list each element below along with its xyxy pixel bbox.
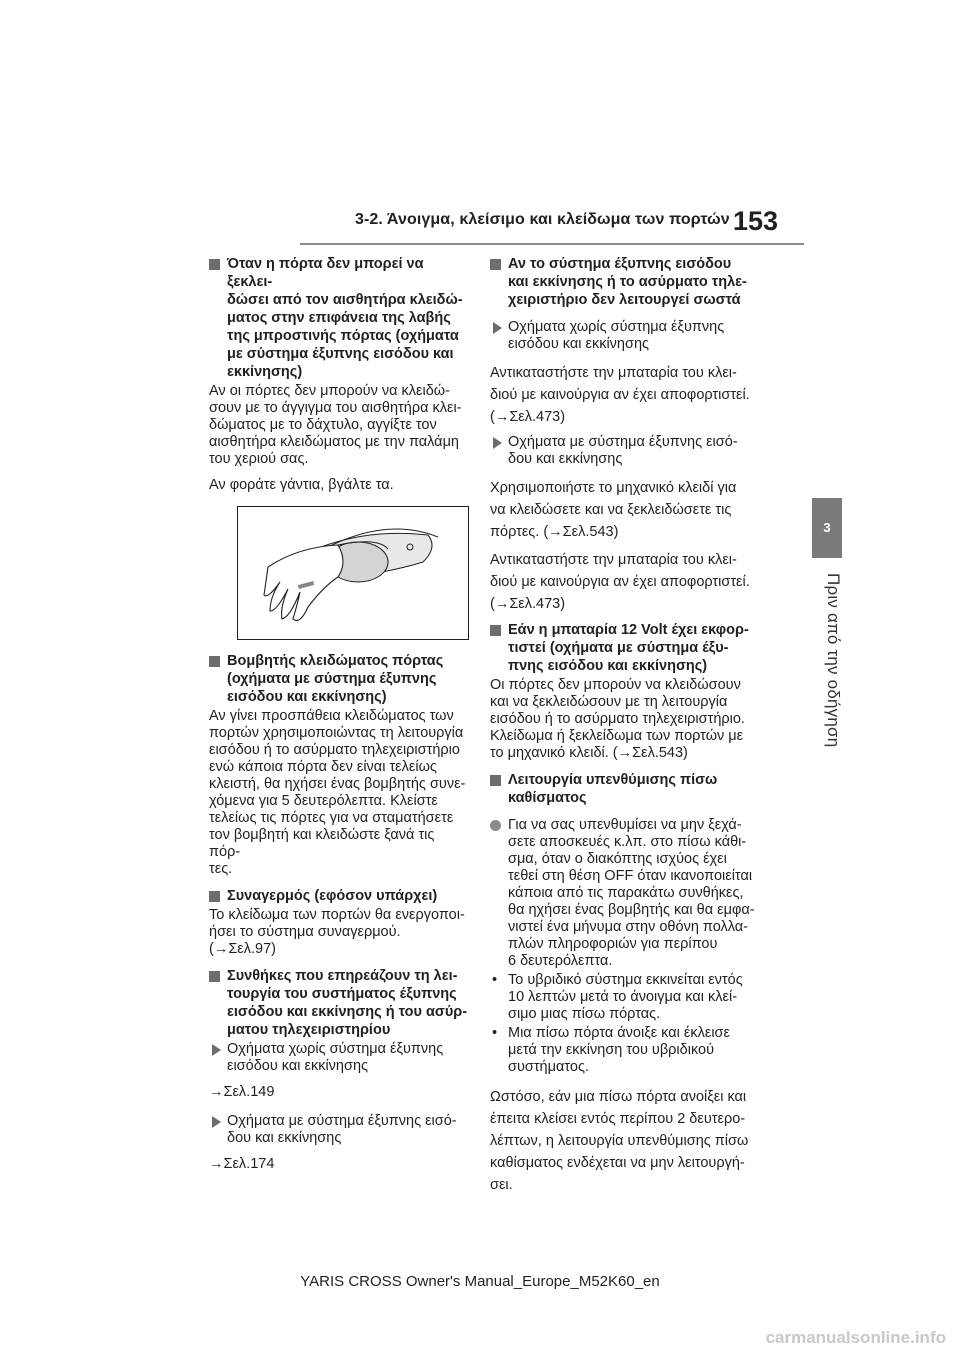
square-bullet-icon — [490, 625, 501, 636]
section-title: 3-2. Άνοιγμα, κλείσιμο και κλείδωμα των πορτών — [355, 211, 730, 228]
page-number: 153 — [733, 206, 779, 236]
page-reference: →Σελ.174 — [209, 1156, 275, 1172]
heading-door-lock-buzzer: Βομβητής κλειδώματος πόρτας (οχήματα με σύστημα έξυπνης εισόδου και εκκίνησης) — [209, 652, 469, 706]
heading-alarm: Συναγερμός (εφόσον υπάρχει) — [209, 887, 469, 905]
sub-heading: Οχήματα με σύστημα έξυπνης εισό- δου και εκκίνησης — [209, 1113, 469, 1147]
heading-system-malfunction: Αν το σύστημα έξυπνης εισόδου και εκκίνησης ή το ασύρματο τηλε- χειριστήριο δεν λειτουργεί σωστά — [490, 255, 758, 309]
triangle-bullet-icon — [212, 1044, 221, 1056]
footer-manual-id: YARIS CROSS Owner's Manual_Europe_M52K60_en — [300, 1273, 660, 1290]
square-bullet-icon — [209, 259, 220, 270]
round-bullet-item: Για να σας υπενθυμίσει να μην ξεχά- σετε αποσκευές κ.λπ. στο πίσω κάθι- σμα, όταν ο διακόπτης ισχύος έχει τεθεί στη θέση OFF όταν ικανοποιείται κάποια από τις παρακάτω συνθήκες, θα ηχήσει ένας βομβητής και θα εμφα- νιστεί ένα μήνυμα στην οθόνη πολλα- πλών πληροφοριών για περίπου 6 δευτερόλεπτα. — [490, 817, 758, 970]
hand-on-door-handle-illustration — [237, 506, 469, 640]
hand-illustration-svg — [238, 507, 468, 639]
heading-12v-battery: Εάν η μπαταρία 12 Volt έχει εκφορ- τιστεί (οχήματα με σύστημα έξυ- πνης εισόδου και εκκίνησης) — [490, 621, 758, 675]
page-reference: →Σελ.149 — [209, 1084, 275, 1100]
list-item: • Μια πίσω πόρτα άνοιξε και έκλεισε μετά την εκκίνηση του υβριδικού συστήματος. — [492, 1025, 730, 1075]
square-bullet-icon — [209, 971, 220, 982]
heading-conditions: Συνθήκες που επηρεάζουν τη λει- τουργία του συστήματος έξυπνης εισόδου και εκκίνησης ή του ασύρ- ματου τηλεχειριστηρίου — [209, 967, 469, 1039]
heading-rear-seat-reminder: Λειτουργία υπενθύμισης πίσω καθίσματος — [490, 771, 758, 807]
right-column — [490, 255, 758, 1202]
paragraph: Ωστόσο, εάν μια πίσω πόρτα ανοίξει και έπειτα κλείσει εντός περίπου 2 δευτερο- λέπτων, η λειτουργία υπενθύμισης πίσω καθίσματος ενδέχεται να μην λειτουργή- σει. — [490, 1089, 749, 1193]
paragraph: Αν φοράτε γάντια, βγάλτε τα. — [209, 477, 394, 493]
header-rule — [300, 243, 804, 245]
paragraph: Αν γίνει προσπάθεια κλειδώματος των πορτών χρησιμοποιώντας τη λειτουργία εισόδου ή το ασύρματο τηλεχειριστήριο ενώ κάποια πόρτα δεν είναι τελείως κλειστή, θα ηχήσει ένας βομβητής συνε- χόμενα για 5 δευτερόλεπτα. Κλείστε τελείως τις πόρτες για να σταματήσετε τον βομβητή και κλειδώστε ξανά τις πόρ- τες. — [209, 708, 466, 877]
left-column — [209, 255, 469, 1185]
sub-heading: Οχήματα με σύστημα έξυπνης εισό- δου και εκκίνησης — [490, 434, 758, 468]
paragraph: Χρησιμοποιήστε το μηχανικό κλειδί για να κλειδώσετε και να ξεκλειδώσετε τις πόρτες. (→Σελ.543) — [490, 480, 737, 540]
square-bullet-icon — [209, 656, 220, 667]
triangle-bullet-icon — [493, 437, 502, 449]
paragraph: Το κλείδωμα των πορτών θα ενεργοποι- ήσει το σύστημα συναγερμού. (→Σελ.97) — [209, 907, 465, 957]
triangle-bullet-icon — [212, 1116, 221, 1128]
paragraph: Αν οι πόρτες δεν μπορούν να κλειδώ- σουν με το άγγιγμα του αισθητήρα κλει- δώματος με το δάχτυλο, αγγίξτε τον αισθητήρα κλειδώματος με την παλάμη του χεριού σας. — [209, 383, 462, 467]
heading-unlock-sensor: Όταν η πόρτα δεν μπορεί να ξεκλει- δώσει από τον αισθητήρα κλειδώ- ματος στην επιφάνεια της λαβής της μπροστινής πόρτας (οχήματα με σύστημα έξυπνης εισόδου και εκκίνησης) — [209, 255, 469, 381]
chapter-label: Πριν από την οδήγηση — [824, 573, 843, 748]
paragraph: Αντικαταστήστε την μπαταρία του κλει- διού με καινούργια αν έχει αποφορτιστεί. (→Σελ.473) — [490, 365, 750, 425]
round-bullet-icon — [490, 820, 501, 831]
square-bullet-icon — [490, 775, 501, 786]
square-bullet-icon — [209, 891, 220, 902]
watermark: carmanualsonline.info — [765, 1328, 946, 1347]
paragraph: Οι πόρτες δεν μπορούν να κλειδώσουν και να ξεκλειδώσουν με τη λειτουργία εισόδου ή το ασύρματο τηλεχειριστήριο. Κλείδωμα ή ξεκλείδωμα των πορτών με το μηχανικό κλειδί. (→Σελ.543) — [490, 677, 745, 761]
list-item: • Το υβριδικό σύστημα εκκινείται εντός 10 λεπτών μετά το άνοιγμα και κλεί- σιμο μιας πίσω πόρτας. — [492, 972, 743, 1022]
chapter-tab: 3 — [812, 498, 842, 558]
square-bullet-icon — [490, 259, 501, 270]
sub-heading: Οχήματα χωρίς σύστημα έξυπνης εισόδου και εκκίνησης — [490, 319, 758, 353]
sub-heading: Οχήματα χωρίς σύστημα έξυπνης εισόδου και εκκίνησης — [209, 1041, 469, 1075]
paragraph: Αντικαταστήστε την μπαταρία του κλει- διού με καινούργια αν έχει αποφορτιστεί. (→Σελ.473) — [490, 552, 750, 612]
triangle-bullet-icon — [493, 322, 502, 334]
